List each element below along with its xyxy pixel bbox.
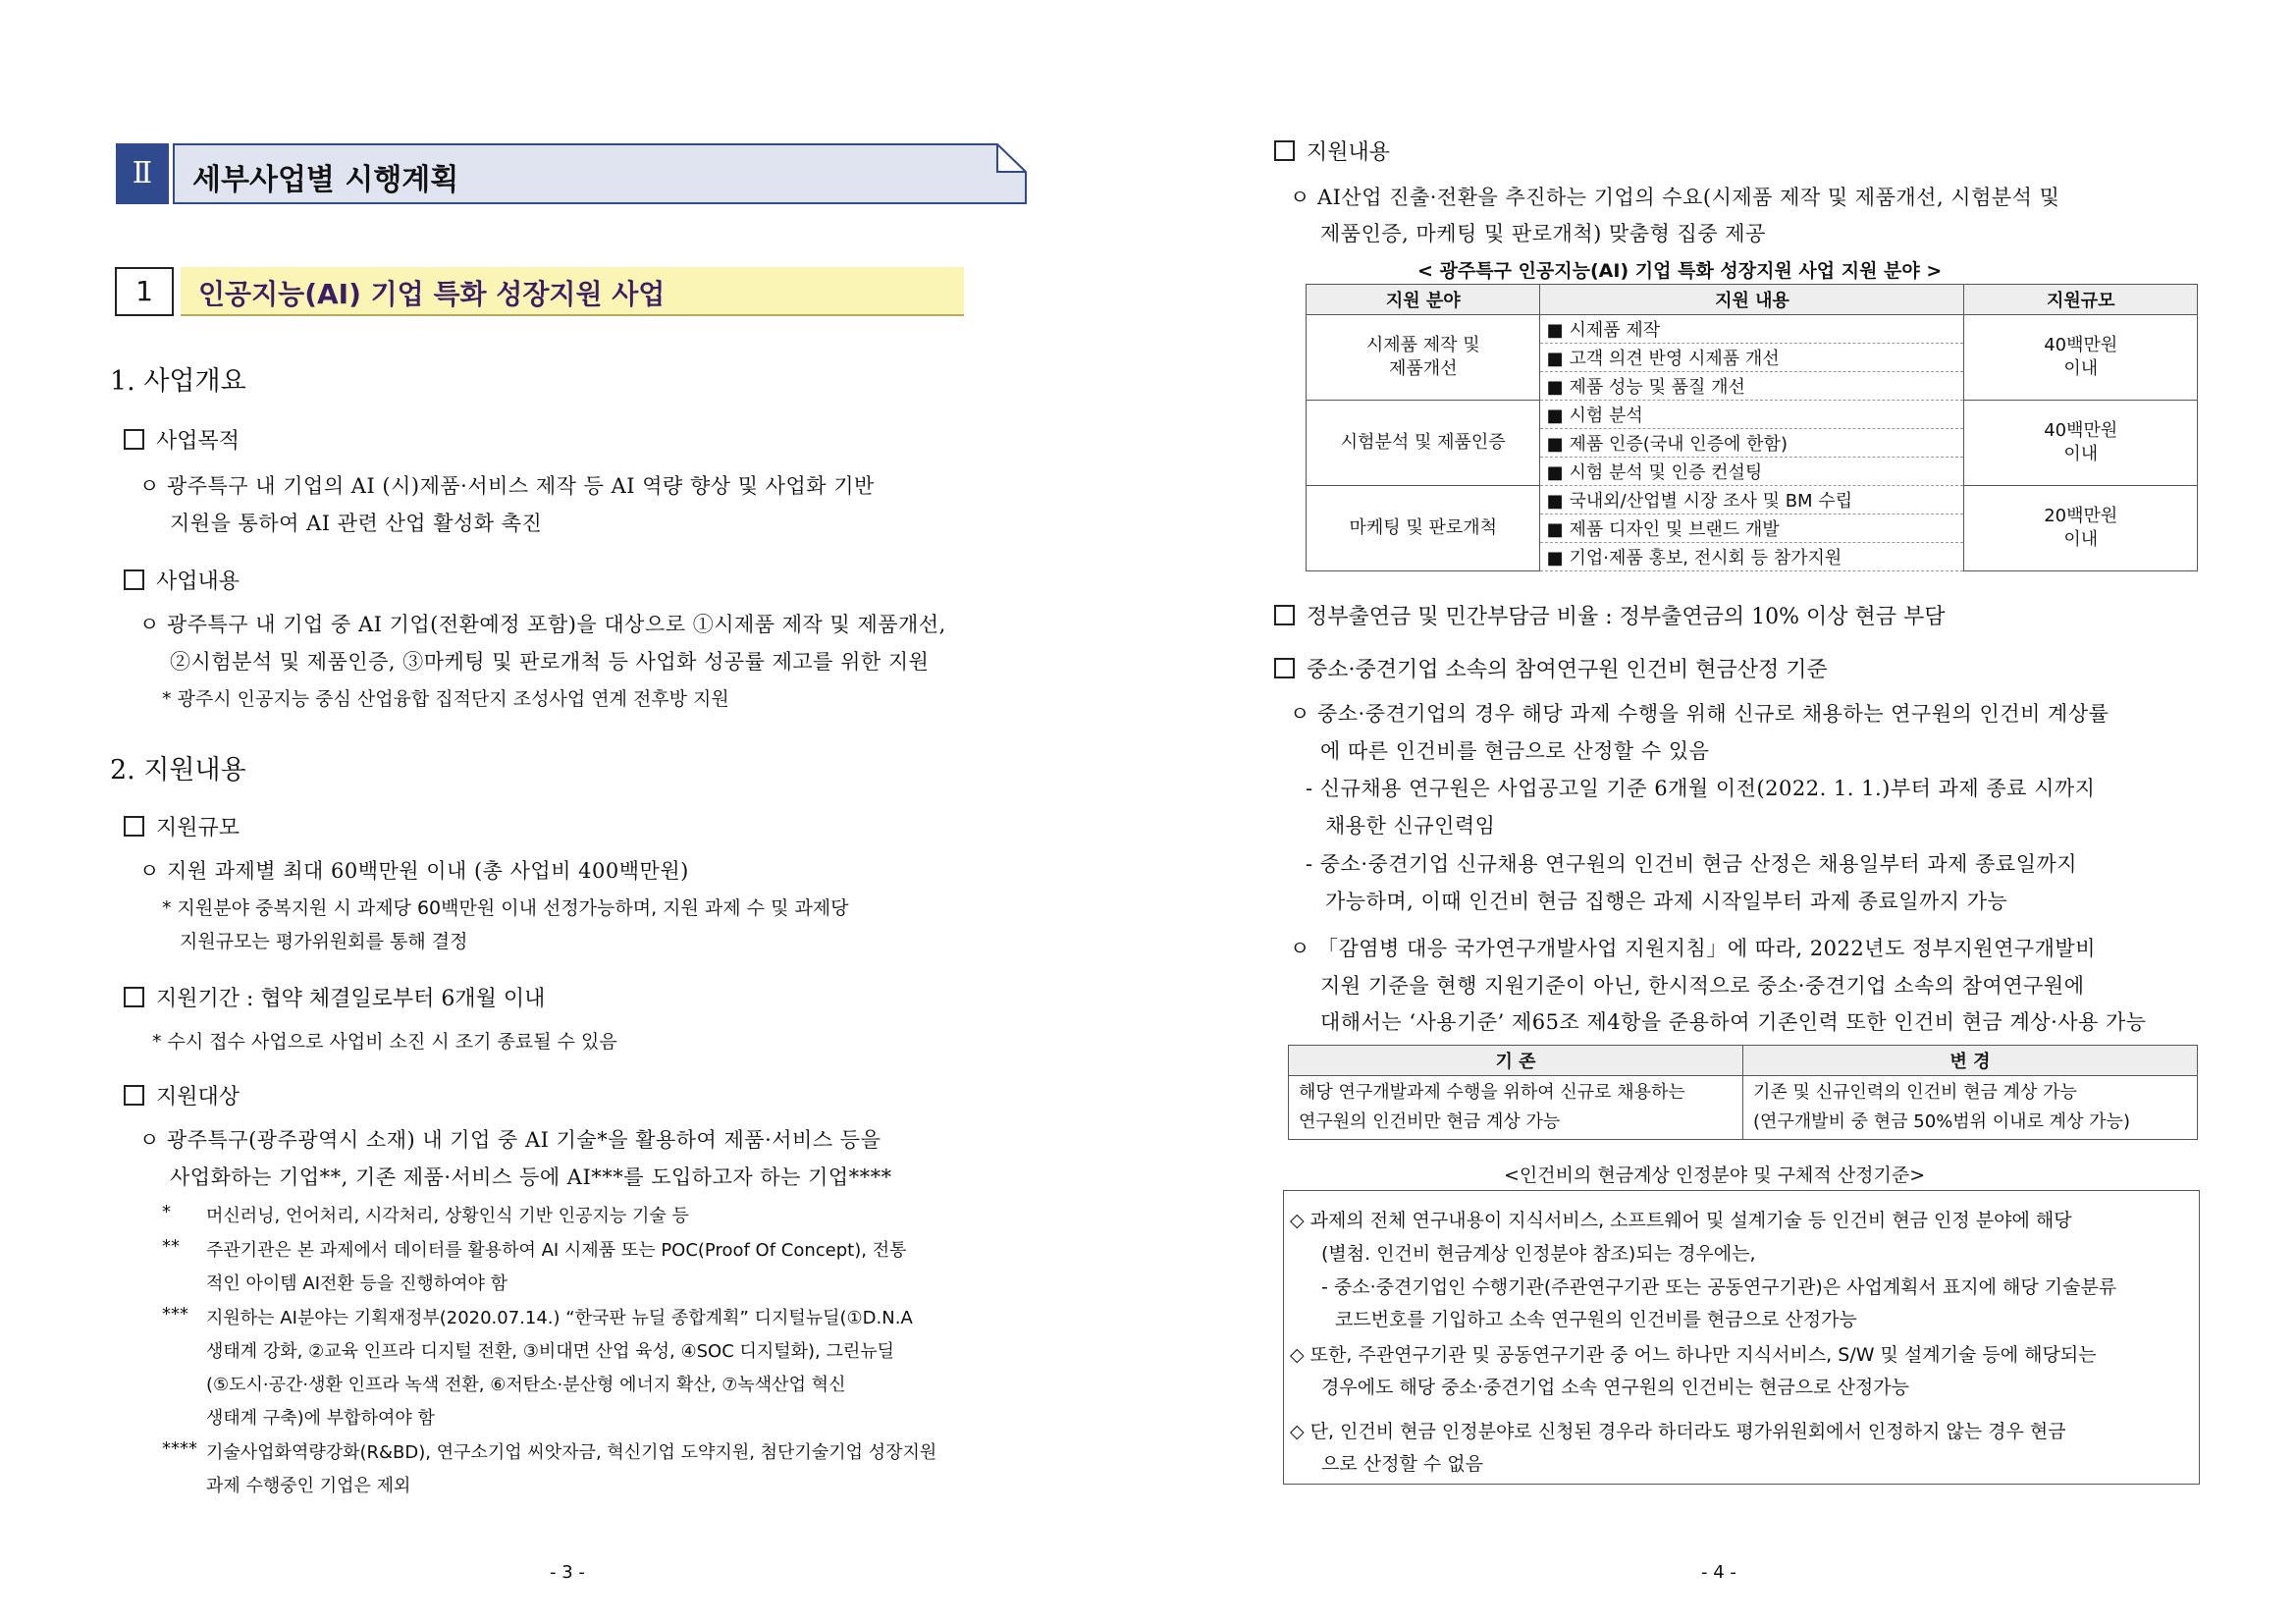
changed-line: (연구개발비 중 현금 50%범위 이내로 계상 가능)	[1753, 1111, 2130, 1132]
criterion-1-line-2: (별첨. 인건비 현금계상 인정분야 참조)되는 경우에는,	[1321, 1243, 1756, 1265]
checkbox-icon	[1274, 658, 1295, 678]
item-cell	[1540, 486, 1964, 514]
period-label: 지원기간 : 협약 체결일로부터 6개월 이내	[156, 987, 546, 1011]
sme-detail-2-line-1: - 중소·중견기업 신규채용 연구원의 인건비 현금 산정은 채용일부터 과제 종료일까지	[1306, 852, 2078, 876]
footnote-1-mark: *	[162, 1202, 171, 1222]
criteria-title: <인건비의 현금계상 인정분야 및 구체적 산정기준>	[1504, 1164, 1926, 1186]
item-cell	[1540, 543, 1964, 571]
square-bullet-icon: ■	[1546, 434, 1564, 455]
checkbox-icon	[124, 987, 144, 1007]
footnote-1: 머신러닝, 언어처리, 시각처리, 상황인식 기반 인공지능 기술 등	[206, 1206, 689, 1226]
content-heading	[124, 565, 240, 595]
criterion-1-detail-line-1: - 중소·중견기업인 수행기관(주관연구기관 또는 공동연구기관)은 사업계획서 표지에 해당 기술분류	[1321, 1276, 2117, 1298]
checkbox-icon	[124, 1085, 144, 1106]
footnote-3-line-3: (⑤도시·공간·생환 인프라 녹색 전환, ⑥저탄소·분산형 에너지 확산, ⑦녹색산업 혁신	[206, 1375, 846, 1395]
item-text: 시험 분석	[1569, 406, 1643, 426]
item-cell	[1540, 458, 1964, 486]
existing-line: 해당 연구개발과제 수행을 위하여 신규로 채용하는	[1299, 1082, 1685, 1103]
amount-line: 이내	[2063, 358, 2099, 379]
amount-line: 40백만원	[2044, 420, 2118, 441]
existing-line: 연구원의 인건비만 현금 계상 가능	[1299, 1111, 1561, 1132]
sme-detail-2-line-2: 가능하며, 이때 인건비 현금 집행은 과제 시작일부터 과제 종료일까지 가능	[1325, 890, 2008, 913]
square-bullet-icon: ■	[1546, 548, 1564, 568]
table-row	[1307, 401, 2198, 429]
purpose-label: 사업목적	[156, 429, 240, 454]
subsection-title: 인공지능(AI) 기업 특화 성장지원 사업	[198, 278, 666, 310]
support-line-1: ㅇ AI산업 진출·전환을 추진하는 기업의 수요(시제품 제작 및 제품개선, 시험분석 및	[1290, 186, 2060, 209]
item-text: 국내외/산업별 시장 조사 및 BM 수립	[1569, 491, 1853, 512]
checkbox-icon	[124, 429, 144, 450]
square-bullet-icon: ■	[1546, 320, 1564, 341]
heading-1: 1. 사업개요	[110, 366, 246, 397]
scale-heading	[124, 811, 240, 841]
section-title-box	[173, 143, 1027, 204]
item-text: 시험 분석 및 인증 컨설팅	[1569, 462, 1763, 483]
table-header-row	[1289, 1046, 2198, 1076]
item-cell	[1540, 429, 1964, 458]
ratio-label: 정부출연금 및 민간부담금 비율 : 정부출연금의 10% 이상 현금 부담	[1307, 605, 1946, 629]
footnote-3-line-1: 지원하는 AI분야는 기획재정부(2020.07.14.) “한국판 뉴딜 종합계획” 디지털뉴딜(①D.N.A	[206, 1308, 913, 1328]
ratio-heading	[1274, 600, 1946, 630]
scale-note-2: 지원규모는 평가위원회를 통해 결정	[180, 931, 468, 952]
item-text: 제품 성능 및 품질 개선	[1569, 377, 1745, 398]
field-cell	[1307, 315, 1540, 401]
table-header: 지원 내용	[1540, 285, 1964, 315]
target-label: 지원대상	[156, 1085, 240, 1110]
table-row	[1289, 1076, 2198, 1140]
item-text: 제품 디자인 및 브랜드 개발	[1569, 519, 1780, 540]
table-header-row	[1307, 285, 2198, 315]
page-number-left: - 3 -	[550, 1562, 585, 1583]
page-number-right: - 4 -	[1701, 1562, 1736, 1583]
content-line-2: ②시험분석 및 제품인증, ③마케팅 및 판로개척 등 사업화 성공률 제고를 위한 지원	[170, 650, 930, 674]
amount-line: 이내	[2063, 444, 2099, 464]
changed-cell	[1743, 1076, 2198, 1140]
footnote-2-line-1: 주관기관은 본 과제에서 데이터를 활용하여 AI 시제품 또는 POC(Proof Of Concept), 전통	[206, 1240, 907, 1261]
content-label: 사업내용	[156, 569, 240, 594]
item-cell	[1540, 315, 1964, 344]
item-text: 기업·제품 홍보, 전시회 등 참가지원	[1569, 548, 1842, 568]
content-note: * 광주시 인공지능 중심 산업융합 집적단지 조성사업 연계 전후방 지원	[162, 688, 729, 710]
item-text: 제품 인증(국내 인증에 한함)	[1569, 434, 1788, 455]
sme-label: 중소·중견기업 소속의 참여연구원 인건비 현금산정 기준	[1307, 658, 1828, 682]
subsection-title-box	[181, 267, 964, 316]
checkbox-icon	[124, 569, 144, 590]
scale-note-1: * 지원분야 중복지원 시 과제당 60백만원 이내 선정가능하며, 지원 과제 수 및 과제당	[162, 897, 849, 919]
footnote-4-line-1: 기술사업화역량강화(R&BD), 연구소기업 씨앗자금, 혁신기업 도약지원, 첨단기술기업 성장지원	[206, 1442, 937, 1463]
purpose-heading	[124, 424, 240, 455]
table-header: 기 존	[1289, 1046, 1743, 1076]
amount-line: 20백만원	[2044, 506, 2118, 526]
field-cell	[1307, 401, 1540, 486]
sme-detail-1-line-2: 채용한 신규인력임	[1325, 814, 1496, 838]
scale-line-1: ㅇ 지원 과제별 최대 60백만원 이내 (총 사업비 400백만원)	[139, 859, 689, 883]
sme-line-1: ㅇ 중소·중견기업의 경우 해당 과제 수행을 위해 신규로 채용하는 연구원의 인건비 계상률	[1290, 702, 2109, 726]
amount-line: 이내	[2063, 529, 2099, 550]
amount-line: 40백만원	[2044, 335, 2118, 355]
support-label: 지원내용	[1307, 140, 1391, 165]
table-header: 지원 분야	[1307, 285, 1540, 315]
criterion-1-detail-line-2: 코드번호를 기입하고 소속 연구원의 인건비를 현금으로 산정가능	[1335, 1309, 1857, 1330]
period-heading	[124, 982, 545, 1012]
sme-heading	[1274, 653, 1828, 683]
table-header: 변 경	[1743, 1046, 2198, 1076]
sme-line-2: 에 따른 인건비를 현금으로 산정할 수 있음	[1320, 739, 1710, 763]
field-line: 제품개선	[1388, 358, 1458, 379]
checkbox-icon	[1274, 140, 1295, 161]
item-text: 시제품 제작	[1569, 320, 1661, 341]
square-bullet-icon: ■	[1546, 491, 1564, 512]
square-bullet-icon: ■	[1546, 406, 1564, 426]
amount-cell	[1964, 401, 2198, 486]
item-cell	[1540, 344, 1964, 372]
criterion-2-line-1: ◇ 또한, 주관연구기관 및 공동연구기관 중 어느 하나만 지식서비스, S/W 및 설계기술 등에 해당되는	[1290, 1344, 2097, 1366]
section-number: Ⅱ	[116, 143, 169, 204]
square-bullet-icon: ■	[1546, 377, 1564, 398]
checkbox-icon	[1274, 605, 1295, 625]
support-fields-table	[1306, 284, 2198, 571]
amount-cell	[1964, 486, 2198, 571]
footnote-2-line-2: 적인 아이템 AI전환 등을 진행하여야 함	[206, 1273, 508, 1294]
footnote-4-mark: ****	[162, 1438, 197, 1459]
purpose-line-1: ㅇ 광주특구 내 기업의 AI (시)제품·서비스 제작 등 AI 역량 향상 및 사업화 기반	[139, 474, 875, 498]
criterion-1-line-1: ◇ 과제의 전체 연구내용이 지식서비스, 소프트웨어 및 설계기술 등 인건비 현금 인정 분야에 해당	[1290, 1210, 2072, 1231]
amount-cell	[1964, 315, 2198, 401]
subsection-number: 1	[115, 267, 174, 316]
covid-line-2: 지원 기준을 현행 지원기준이 아닌, 한시적으로 중소·중견기업 소속의 참여연구원에	[1320, 974, 2085, 998]
item-cell	[1540, 401, 1964, 429]
content-line-1: ㅇ 광주특구 내 기업 중 AI 기업(전환예정 포함)을 대상으로 ①시제품 제작 및 제품개선,	[139, 613, 946, 636]
field-line: 시제품 제작 및	[1365, 335, 1480, 355]
sme-detail-1-line-1: - 신규채용 연구원은 사업공고일 기준 6개월 이전(2022. 1. 1.)부터 과제 종료 시까지	[1306, 777, 2096, 800]
field-line: 시험분석 및 제품인증	[1340, 432, 1506, 453]
square-bullet-icon: ■	[1546, 519, 1564, 540]
covid-line-3: 대해서는 ‘사용기준’ 제65조 제4항을 준용하여 기존인력 또한 인건비 현금 계상·사용 가능	[1320, 1010, 2147, 1034]
existing-cell	[1289, 1076, 1743, 1140]
item-text: 고객 의견 반영 시제품 개선	[1569, 349, 1780, 369]
item-cell	[1540, 514, 1964, 543]
square-bullet-icon: ■	[1546, 462, 1564, 483]
heading-2: 2. 지원내용	[110, 755, 246, 785]
table-row	[1307, 486, 2198, 514]
changed-line: 기존 및 신규인력의 인건비 현금 계상 가능	[1753, 1082, 2077, 1103]
purpose-line-2: 지원을 통하여 AI 관련 산업 활성화 촉진	[170, 512, 543, 535]
support-heading	[1274, 135, 1390, 166]
table-header: 지원규모	[1964, 285, 2198, 315]
target-heading	[124, 1080, 240, 1110]
criterion-3-line-1: ◇ 단, 인건비 현금 인정분야로 신청된 경우라 하더라도 평가위원회에서 인정하지 않는 경우 현금	[1290, 1421, 2066, 1442]
table1-caption: < 광주특구 인공지능(AI) 기업 특화 성장지원 사업 지원 분야 >	[1417, 260, 1943, 282]
scale-label: 지원규모	[156, 816, 240, 840]
target-line-1: ㅇ 광주특구(광주광역시 소재) 내 기업 중 AI 기술*을 활용하여 제품·서비스 등을	[139, 1128, 881, 1152]
footnote-2-mark: **	[162, 1236, 180, 1257]
section-title: 세부사업별 시행계획	[192, 163, 459, 197]
change-table	[1288, 1045, 2198, 1140]
period-note: * 수시 접수 사업으로 사업비 소진 시 조기 종료될 수 있음	[152, 1031, 617, 1053]
field-cell	[1307, 486, 1540, 571]
square-bullet-icon: ■	[1546, 349, 1564, 369]
checkbox-icon	[124, 816, 144, 837]
criterion-2-line-2: 경우에도 해당 중소·중견기업 소속 연구원의 인건비는 현금으로 산정가능	[1321, 1377, 1909, 1398]
footnote-3-mark: ***	[162, 1304, 188, 1325]
footnote-3-line-2: 생태계 강화, ②교육 인프라 디지털 전환, ③비대면 산업 육성, ④SOC 디지털화), 그린뉴딜	[206, 1341, 895, 1362]
covid-line-1: ㅇ 「감염병 대응 국가연구개발사업 지원지침」에 따라, 2022년도 정부지원연구개발비	[1290, 937, 2096, 960]
footnote-3-line-4: 생태계 구축)에 부합하여야 함	[206, 1408, 435, 1429]
field-line: 마케팅 및 판로개척	[1349, 517, 1497, 538]
footnote-4-line-2: 과제 수행중인 기업은 제외	[206, 1476, 411, 1496]
item-cell	[1540, 372, 1964, 401]
table-row	[1307, 315, 2198, 344]
support-line-2: 제품인증, 마케팅 및 판로개척) 맞춤형 집중 제공	[1320, 222, 1766, 245]
target-line-2: 사업화하는 기업**, 기존 제품·서비스 등에 AI***를 도입하고자 하는 기업****	[170, 1165, 892, 1189]
criterion-3-line-2: 으로 산정할 수 없음	[1321, 1453, 1483, 1475]
